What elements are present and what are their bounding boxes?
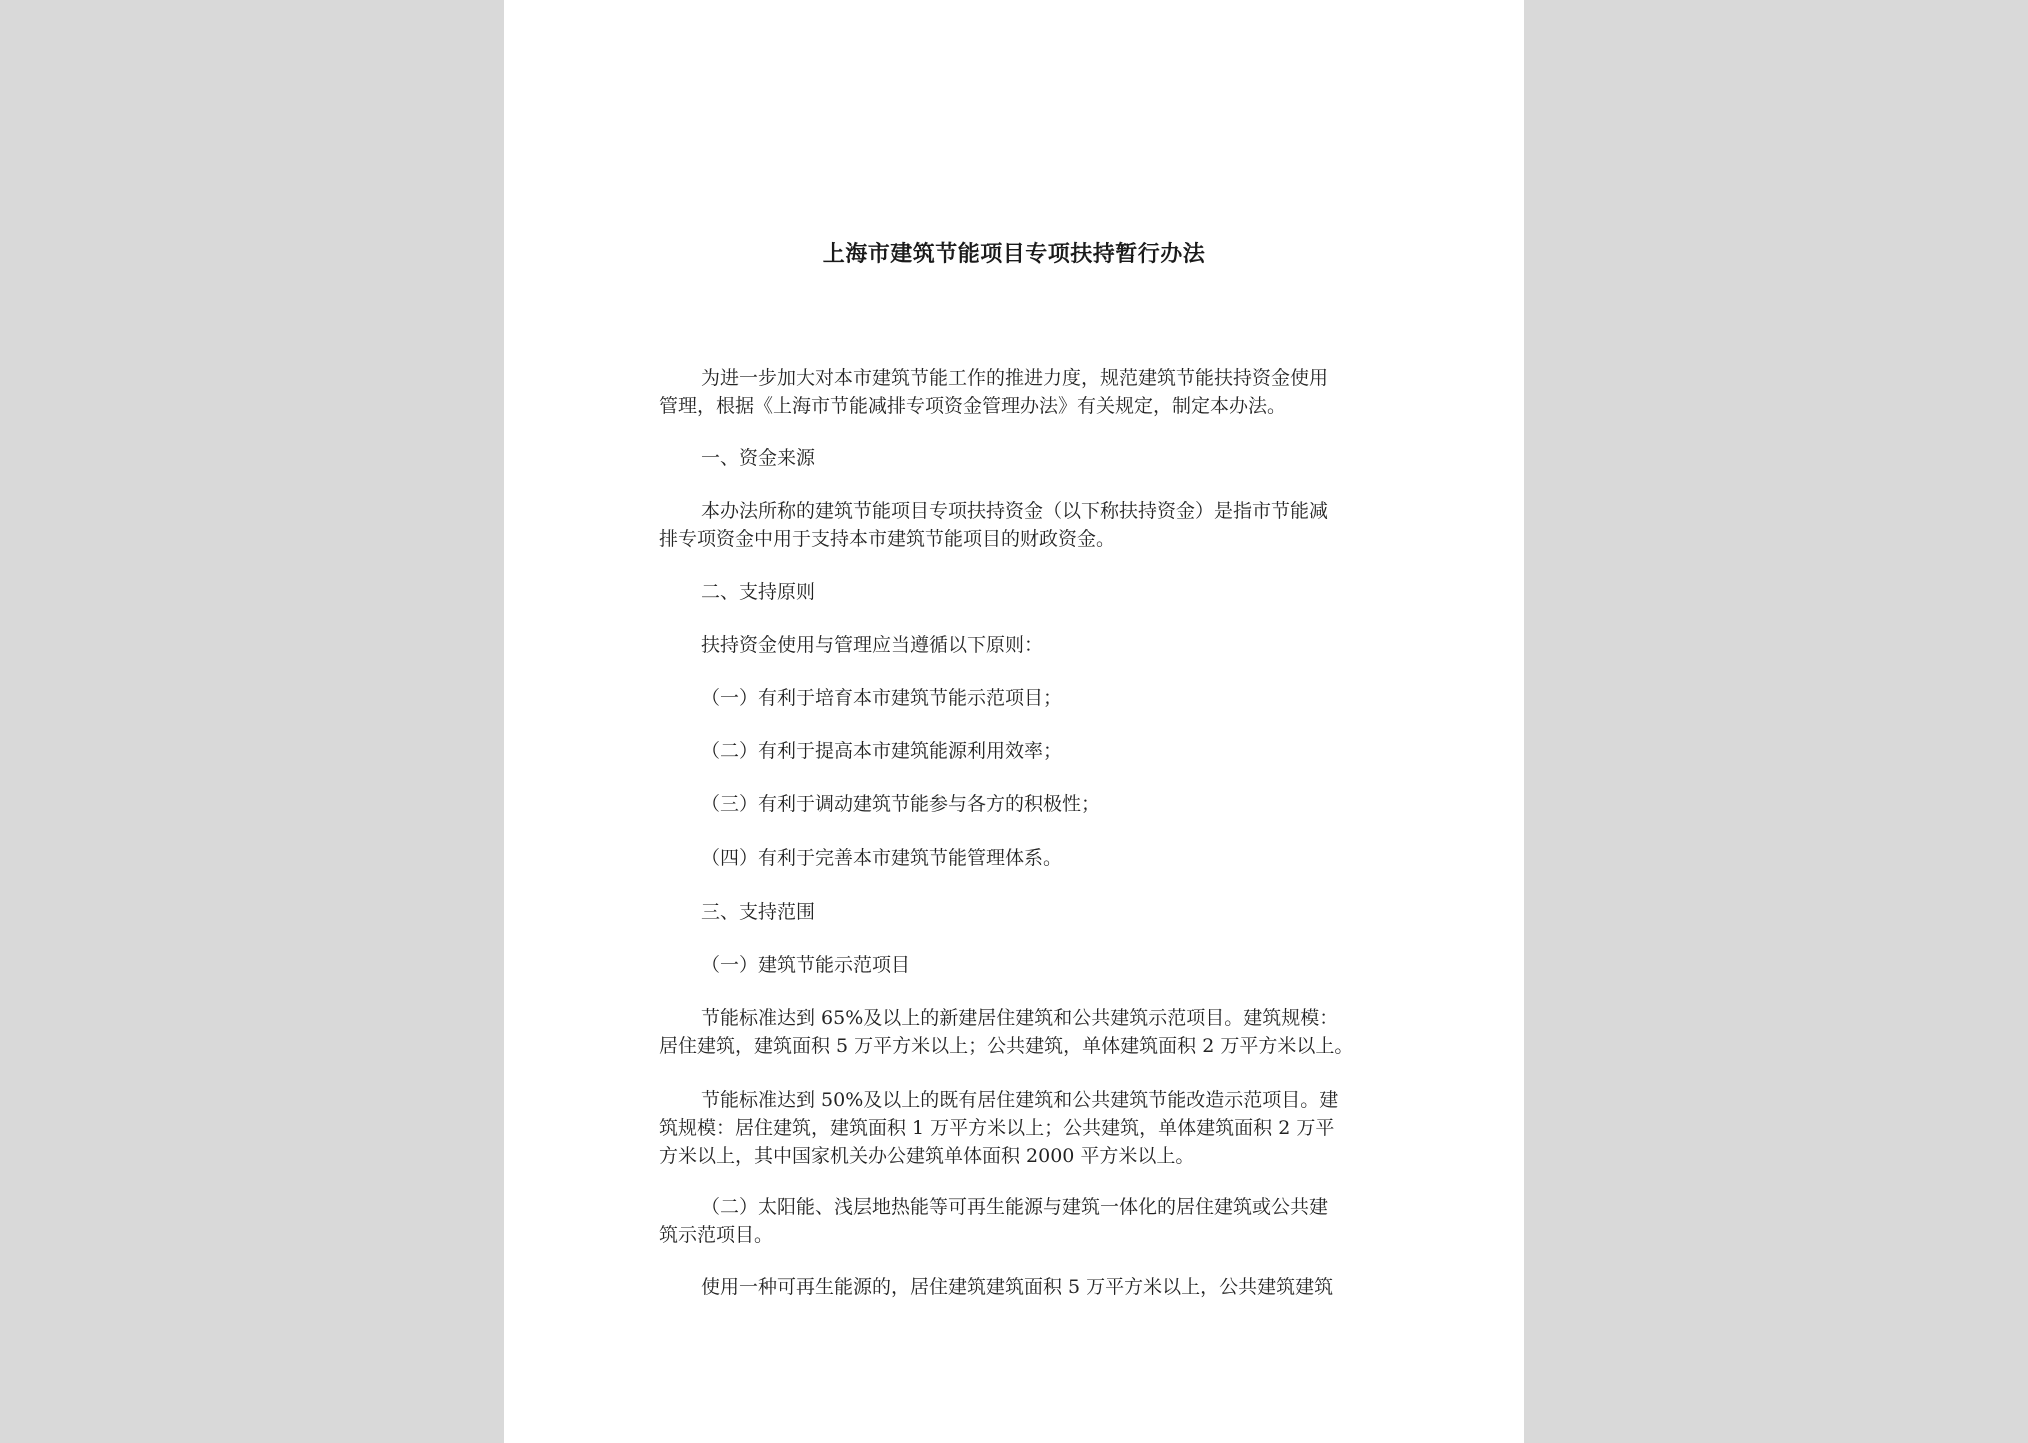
section-heading-support-principles: 二、支持原则 xyxy=(701,581,816,603)
list-item-principle-3: （三）有利于调动建筑节能参与各方的积极性； xyxy=(701,793,1101,815)
paragraph-intro xyxy=(659,364,1379,420)
text-line: 本办法所称的建筑节能项目专项扶持资金（以下称扶持资金）是指市节能减 xyxy=(701,500,1329,522)
paragraph-renewable-integration xyxy=(659,1193,1379,1249)
paragraph-retrofit-standard xyxy=(659,1086,1379,1170)
text-line: 方米以上，其中国家机关办公建筑单体面积 2000 平方米以上。 xyxy=(659,1145,1195,1167)
text-line: 排专项资金中用于支持本市建筑节能项目的财政资金。 xyxy=(659,528,1116,550)
document-title: 上海市建筑节能项目专项扶持暂行办法 xyxy=(822,242,1206,267)
text-line: 管理，根据《上海市节能减排专项资金管理办法》有关规定，制定本办法。 xyxy=(659,395,1287,417)
text-line: 使用一种可再生能源的，居住建筑建筑面积 5 万平方米以上，公共建筑建筑 xyxy=(701,1276,1334,1298)
document-page xyxy=(504,0,1524,1443)
paragraph-funding-definition xyxy=(659,497,1379,553)
text-line: （二）太阳能、浅层地热能等可再生能源与建筑一体化的居住建筑或公共建 xyxy=(701,1196,1329,1218)
paragraph-renewable-single-source xyxy=(659,1273,1379,1301)
text-line: 筑示范项目。 xyxy=(659,1224,774,1246)
text-line: 为进一步加大对本市建筑节能工作的推进力度，规范建筑节能扶持资金使用 xyxy=(701,367,1329,389)
subsection-heading-demo-projects: （一）建筑节能示范项目 xyxy=(701,954,911,976)
paragraph-principles-intro: 扶持资金使用与管理应当遵循以下原则： xyxy=(701,634,1044,656)
text-line: 节能标准达到 65%及以上的新建居住建筑和公共建筑示范项目。建筑规模： xyxy=(701,1007,1339,1029)
paragraph-new-building-standard xyxy=(659,1004,1379,1060)
text-line: 居住建筑，建筑面积 5 万平方米以上；公共建筑，单体建筑面积 2 万平方米以上。 xyxy=(659,1035,1354,1057)
section-heading-funding-source: 一、资金来源 xyxy=(701,447,816,469)
list-item-principle-1: （一）有利于培育本市建筑节能示范项目； xyxy=(701,687,1063,709)
list-item-principle-4: （四）有利于完善本市建筑节能管理体系。 xyxy=(701,847,1063,869)
list-item-principle-2: （二）有利于提高本市建筑能源利用效率； xyxy=(701,740,1063,762)
text-line: 节能标准达到 50%及以上的既有居住建筑和公共建筑节能改造示范项目。建 xyxy=(701,1089,1339,1111)
text-line: 筑规模：居住建筑，建筑面积 1 万平方米以上；公共建筑，单体建筑面积 2 万平 xyxy=(659,1117,1335,1139)
section-heading-support-scope: 三、支持范围 xyxy=(701,901,816,923)
